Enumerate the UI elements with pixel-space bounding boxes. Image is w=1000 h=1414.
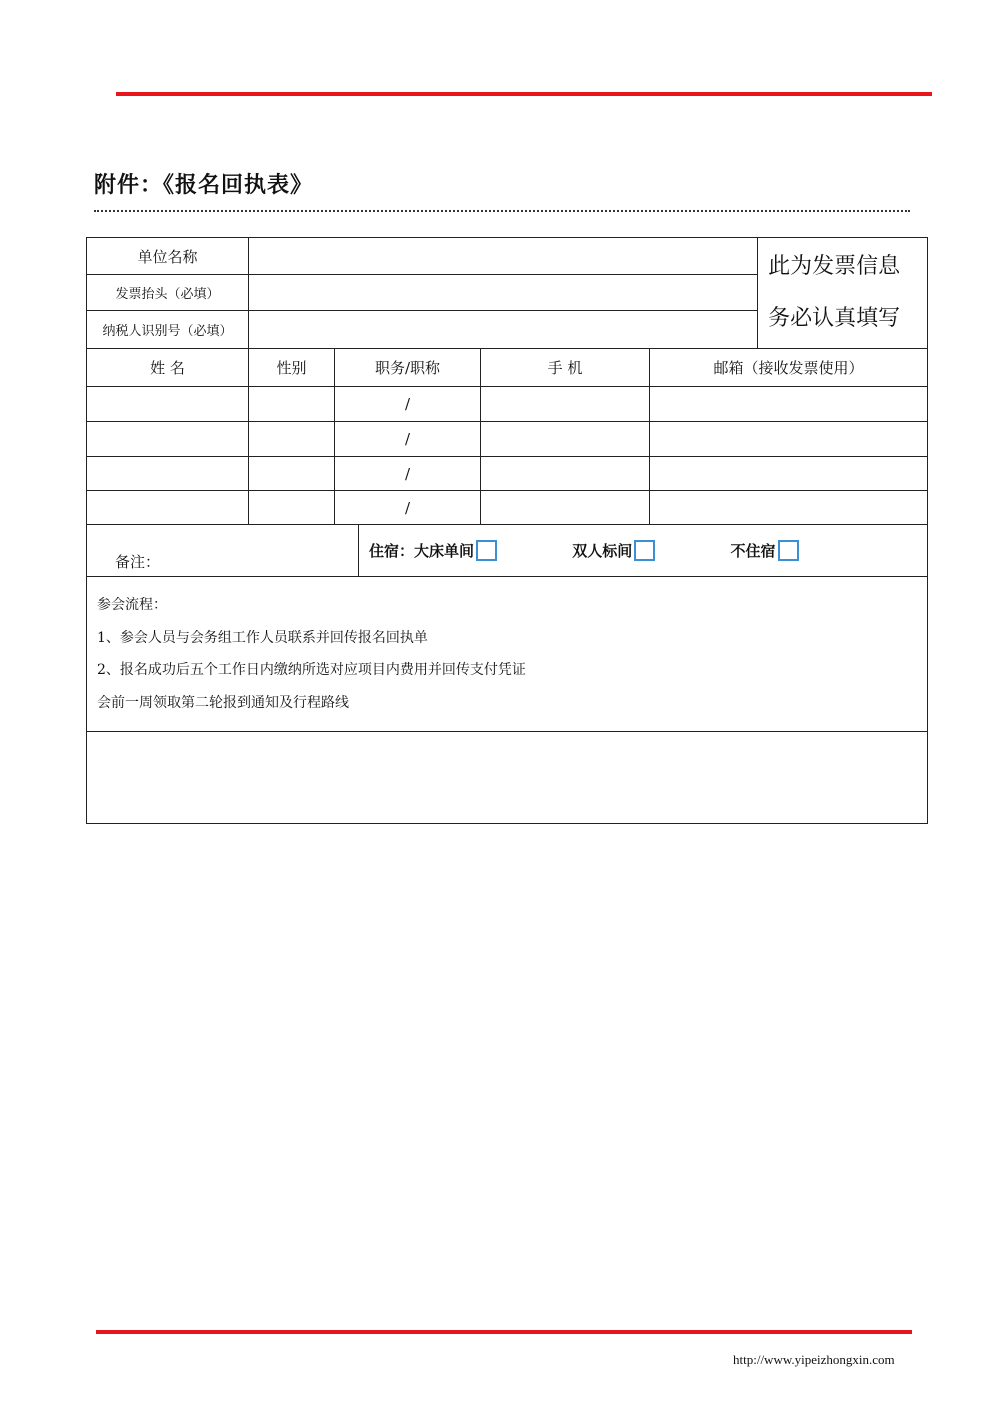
col-header-name: 姓 名	[87, 349, 249, 387]
attendee-phone-cell[interactable]	[481, 491, 650, 525]
no-stay-checkbox[interactable]	[778, 540, 799, 561]
attendee-gender-cell[interactable]	[249, 387, 335, 422]
twin-label: 双人标间	[572, 542, 633, 560]
option-king-single[interactable]	[369, 540, 497, 561]
taxpayer-id-field[interactable]	[249, 311, 758, 349]
page-title: 附件：《报名回执表》	[94, 173, 314, 198]
attendee-phone-cell[interactable]	[481, 387, 650, 422]
attendee-phone-cell[interactable]	[481, 422, 650, 457]
option-twin[interactable]	[572, 540, 655, 561]
table-row	[87, 491, 928, 525]
remarks-label: 备注：	[87, 525, 359, 577]
attendee-email-cell[interactable]	[650, 491, 928, 525]
process-step-3: 会前一周领取第二轮报到通知及行程路线	[97, 694, 349, 711]
taxpayer-id-label: 纳税人识别号（必填）	[87, 311, 249, 349]
attendee-position-cell[interactable]: /	[335, 387, 481, 422]
attendee-email-cell[interactable]	[650, 387, 928, 422]
footer-url: http://www.yipeizhongxin.com	[733, 1352, 895, 1367]
table-row	[87, 422, 928, 457]
attendee-header-row	[87, 349, 928, 387]
unit-name-label: 单位名称	[87, 238, 249, 275]
process-step-2: 2、报名成功后五个工作日内缴纳所选对应项目内费用并回传支付凭证	[97, 662, 526, 678]
footer-red-rule	[96, 1330, 912, 1334]
col-header-gender: 性别	[249, 349, 335, 387]
invoice-note-line1: 此为发票信息	[768, 254, 901, 279]
invoice-note-line2: 务必认真填写	[768, 306, 901, 331]
twin-checkbox[interactable]	[634, 540, 655, 561]
attendee-gender-cell[interactable]	[249, 491, 335, 525]
attendee-name-cell[interactable]	[87, 491, 249, 525]
registration-form-table	[86, 237, 928, 824]
invoice-note	[758, 238, 928, 349]
attendee-name-cell[interactable]	[87, 387, 249, 422]
accommodation-options	[359, 525, 928, 577]
attendee-email-cell[interactable]	[650, 422, 928, 457]
col-header-position: 职务/职称	[335, 349, 481, 387]
king-single-checkbox[interactable]	[476, 540, 497, 561]
attendee-gender-cell[interactable]	[249, 457, 335, 491]
process-step-1: 1、参会人员与会务组工作人员联系并回传报名回执单	[97, 629, 428, 646]
attendee-email-cell[interactable]	[650, 457, 928, 491]
col-header-email: 邮箱（接收发票使用）	[650, 349, 928, 387]
invoice-title-label: 发票抬头（必填）	[87, 275, 249, 311]
blank-notes-area[interactable]	[87, 732, 928, 824]
header-red-rule	[116, 92, 932, 96]
process-title: 参会流程：	[97, 597, 167, 613]
attendee-position-cell[interactable]: /	[335, 457, 481, 491]
attendee-gender-cell[interactable]	[249, 422, 335, 457]
king-single-label: 住宿：大床单间	[369, 542, 475, 560]
attendee-name-cell[interactable]	[87, 457, 249, 491]
title-dotted-divider	[94, 210, 910, 212]
option-no-stay[interactable]	[731, 540, 799, 561]
process-section	[87, 577, 928, 732]
table-row	[87, 457, 928, 491]
unit-name-field[interactable]	[249, 238, 758, 275]
attendee-position-cell[interactable]: /	[335, 422, 481, 457]
invoice-title-field[interactable]	[249, 275, 758, 311]
table-row	[87, 387, 928, 422]
attendee-phone-cell[interactable]	[481, 457, 650, 491]
col-header-phone: 手 机	[481, 349, 650, 387]
attendee-name-cell[interactable]	[87, 422, 249, 457]
attendee-position-cell[interactable]: /	[335, 491, 481, 525]
no-stay-label: 不住宿	[730, 542, 776, 560]
